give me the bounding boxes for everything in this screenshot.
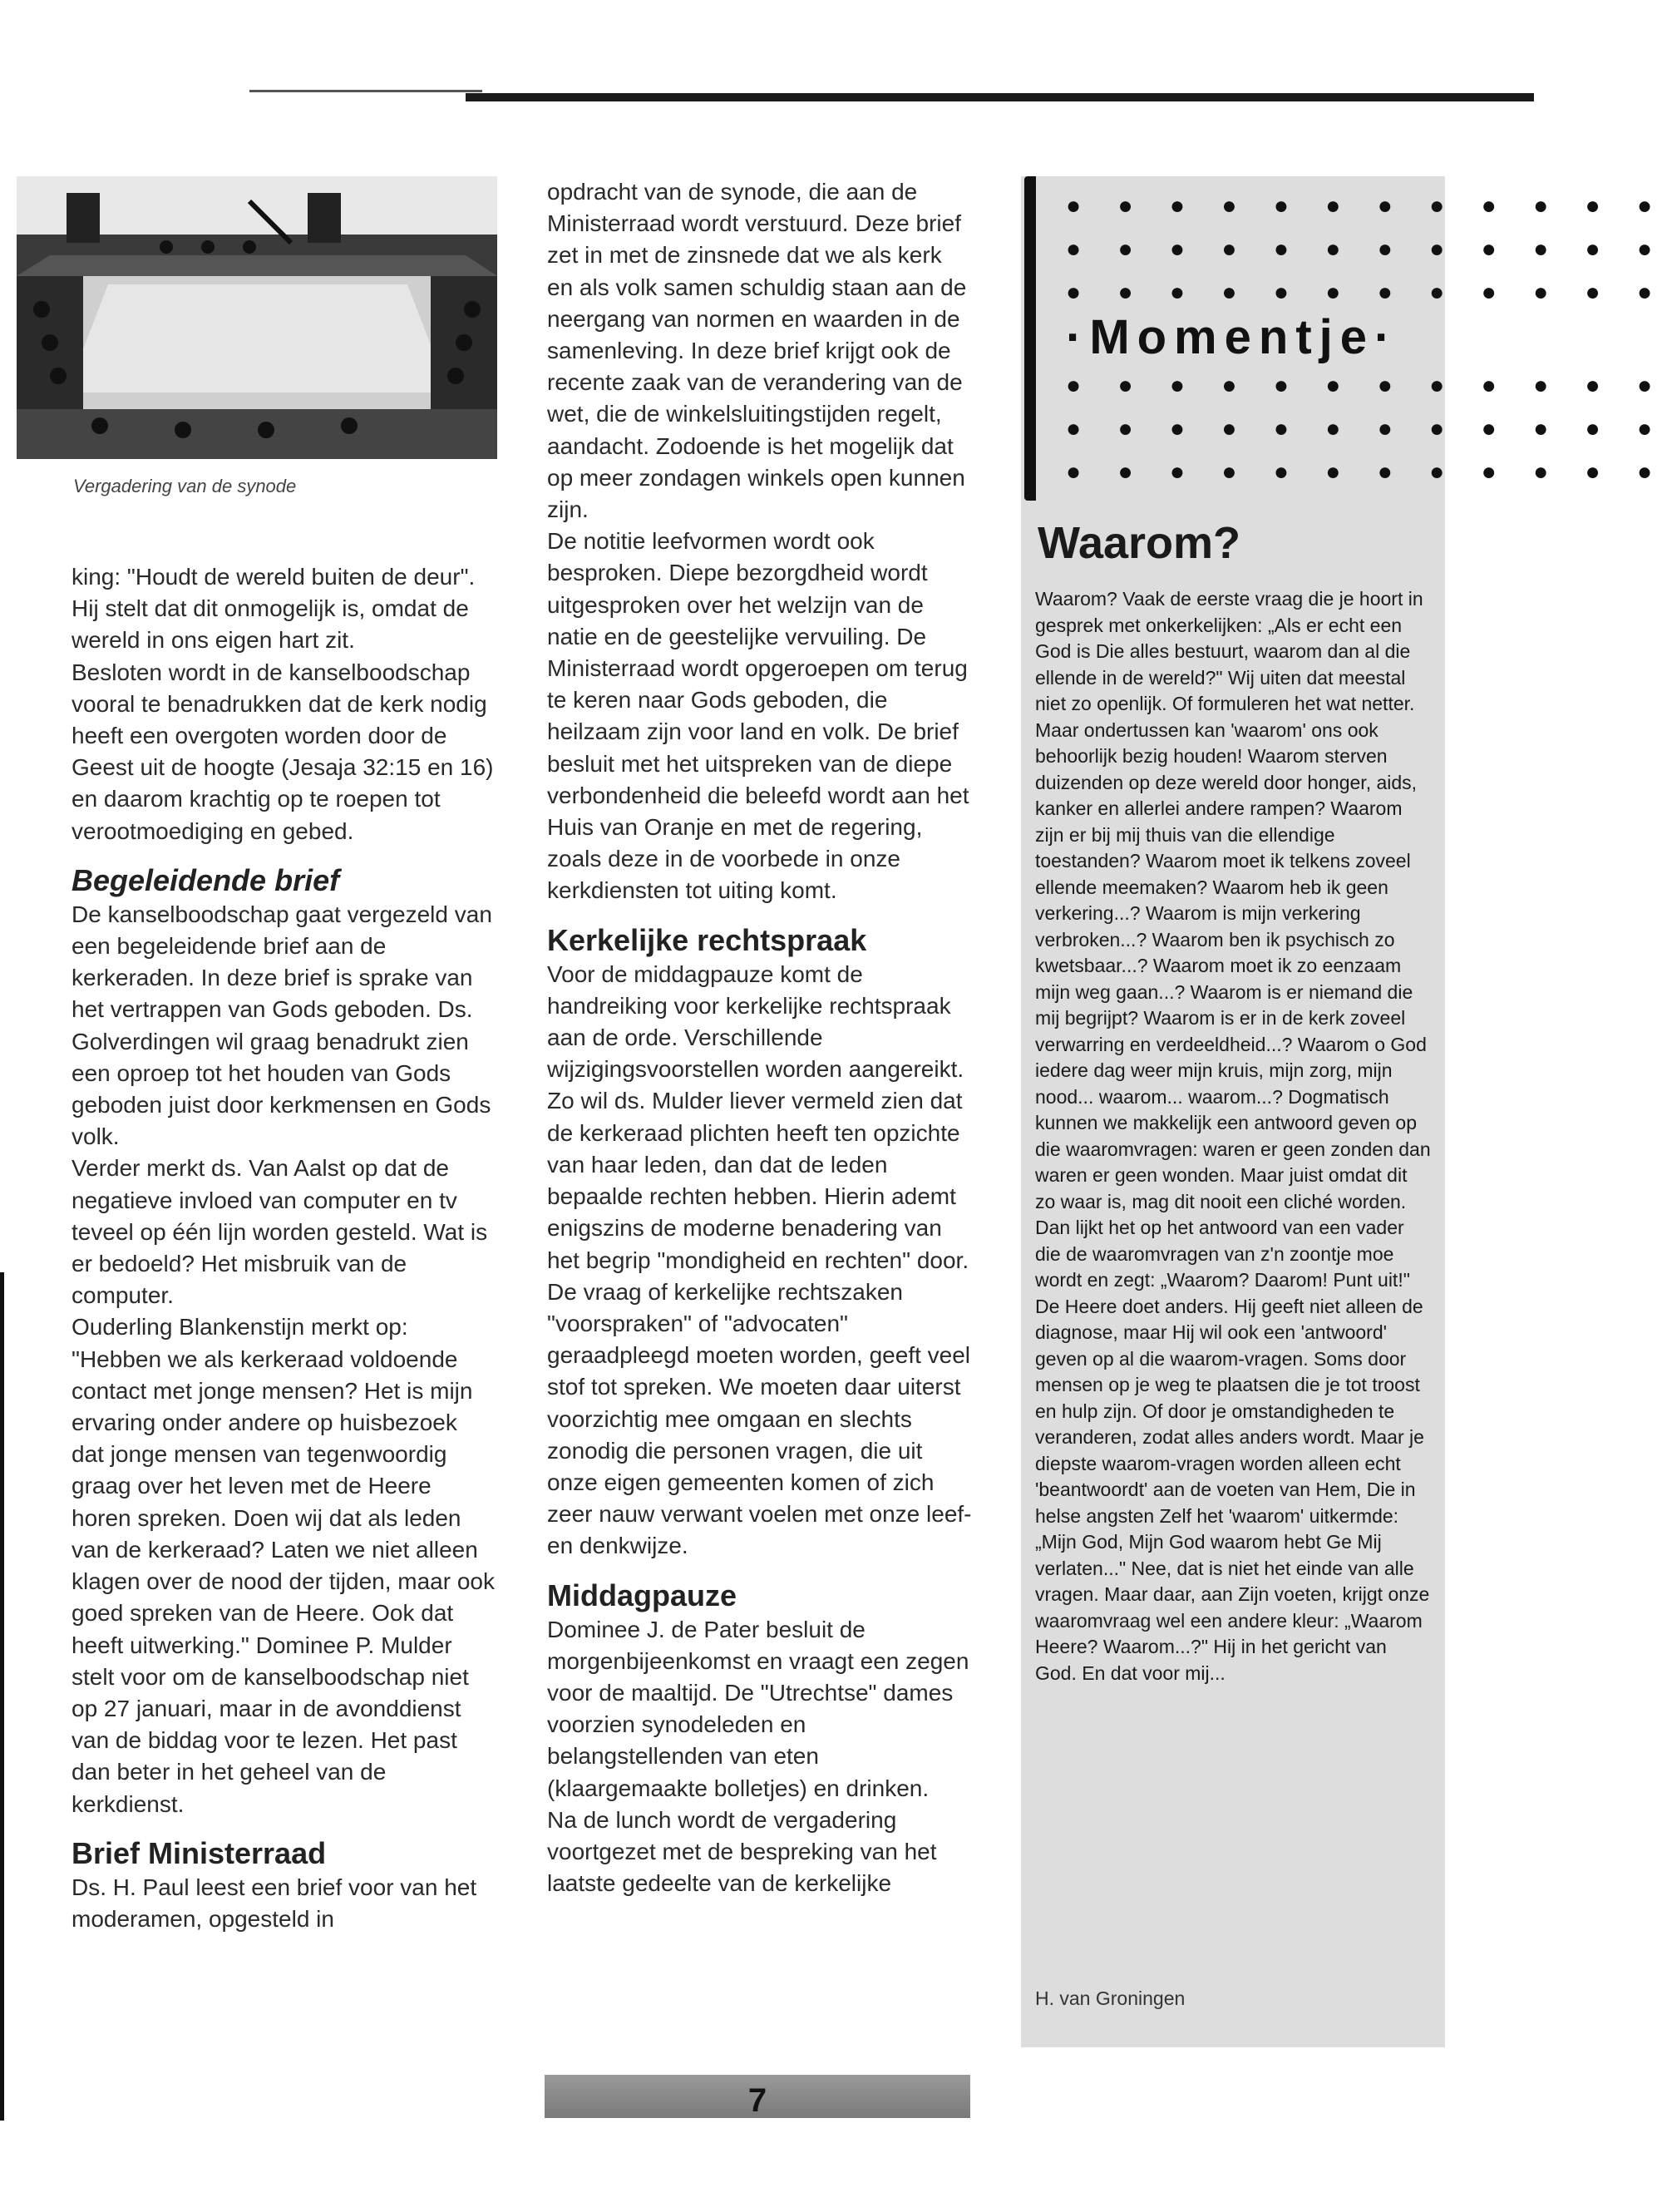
paragraph: Ouderling Blankenstijn merkt op: "Hebben we als kerkeraad voldoende contact met jonge mensen? Het is mijn ervaring onder andere op huisbezoek dat jonge mensen van tegenwoordig graag over het leven met de Heere horen spreken. Doen wij dat als leden van de kerkeraad? Laten we niet alleen klagen over de nood der tijden, maar ook goed spreken van de Heere. Ook dat heeft uitwerking." Dominee P. Mulder stelt voor om de kanselboodschap niet op 27 januari, maar in de avonddienst van de biddag voor te lezen. Het past dan beter in het geheel van de kerkdienst. <box>72 1314 495 1817</box>
top-rule <box>466 93 1534 101</box>
section-heading-begeleidende-brief: Begeleidende brief <box>72 862 340 897</box>
synod-photo <box>17 176 497 459</box>
article-column-1 <box>72 561 496 1935</box>
paragraph: De notitie leefvormen wordt ook besproken. Diepe bezorgdheid wordt uitgesproken over het welzijn van de natie en de geestelijke vervuiling. De Ministerraad wordt opgeroepen om terug te keren naar Gods geboden, die heilzaam zijn voor land en volk. De brief besluit met het uitspreken van de diepe verbondenheid die beleefd wordt aan het Huis van Oranje en met de regering, zoals deze in de voorbede in onze kerkdiensten tot uiting komt. <box>547 528 969 904</box>
paragraph: king: "Houdt de wereld buiten de deur". Hij stelt dat dit onmogelijk is, omdat de wereld in ons eigen hart zit. <box>72 564 476 654</box>
rubric-title: ·Momentje· <box>1066 310 1398 364</box>
sidebar-paragraph: Waarom? Vaak de eerste vraag die je hoort in gesprek met onkerkelijken: „Als er echt een God is Die alles bestuurt, waarom dan al die ellende in de wereld?" Wij uiten dat meestal niet zo openlijk. Of formuleren het wat netter. Maar ondertussen kan 'waarom' ons ook behoorlijk bezig houden! Waarom sterven duizenden op deze wereld door honger, aids, kanker en allerlei andere rampen? Waarom zijn er bij mij thuis van die ellendige toestanden? Waarom moet ik telkens zoveel ellende meemaken? Waarom heb ik geen verkering...? Waarom is mijn verkering verbroken...? Waarom ben ik psychisch zo kwetsbaar...? Waarom moet ik zo eenzaam mijn weg gaan...? Waarom is er niemand die mij begrijpt? Waarom is er in de kerk zoveel verwarring en verdeeldheid...? Waarom o God iedere dag weer mijn kruis, mijn zorg, mijn nood... waarom... waarom...? Dogmatisch kunnen we makkelijk een antwoord geven op die waaromvragen: waren er geen zonden dan waren er geen wonden. Maar juist omdat dit zo waar is, mag dit nooit een cliché worden. Dan lijkt het op het antwoord van een vader die de waaromvragen van z'n zoontje moe wordt en zegt: „Waarom? Daarom! Punt uit!" De Heere doet anders. Hij geeft niet alleen de diagnose, maar Hij wil ook een 'antwoord' geven op al die waarom-vragen. Soms door mensen op je weg te plaatsen die je tot troost en hulp zijn. Of door je omstandigheden te veranderen, zodat alles anders wordt. Maar je diepste waarom-vragen worden alleen echt 'beantwoordt' aan de voeten van Hem, Die in helse angsten Zelf het 'waarom' uitkermde: „Mijn God, Mijn God waarom hebt Ge Mij verlaten..." Nee, dat is niet het einde van alle vragen. Maar daar, aan Zijn voeten, krijgt onze waaromvraag wel een andere kleur: „Waarom Heere? Waarom...?" Hij in het gericht van God. En dat voor mij... <box>1035 588 1431 1684</box>
paragraph: De kanselboodschap gaat vergezeld van een begeleidende brief aan de kerkeraden. In deze brief is sprake van het vertrappen van Gods geboden. Ds. Golverdingen wil graag benadrukt zien een oproep tot het houden van Gods geboden juist door kerkmensen en Gods volk. <box>72 901 492 1150</box>
page-number: 7 <box>747 2082 767 2119</box>
top-rule-thin <box>249 90 482 92</box>
paragraph: Voor de middagpauze komt de handreiking voor kerkelijke rechtspraak aan de orde. Verschillende wijzigingsvoorstellen worden aangereikt. Zo wil ds. Mulder liever vermeld zien dat de kerkeraad plichten heeft ten opzichte van haar leden, dan dat de leden bepaalde rechten hebben. Hierin ademt enigszins de moderne benadering van het begrip "mondigheid en rechten" door. De vraag of kerkelijke rechtszaken "voorspraken" of "advocaten" geraadpleegd moeten worden, geeft veel stof tot spreken. We moeten daar uiterst voorzichtig mee omgaan en slechts zonodig die personen vragen, die uit onze eigen gemeenten komen of zich zeer nauw verwant voelen met onze leef- en denkwijze. <box>547 960 972 1559</box>
dot-pattern: ● ● ● ● ● ● ● ● ● ● ● ● ● ● ● ● ● ● ● ● ● ● ● ● ● ● ● ● ● ● ● ● ● ● ● ● ● ● ● ● ● ● ● ● ● ● ● ● ● ● ● ● ● ● ● ● ● ● ● ● ● ● ● ● ● ● ● ● ● ● ● ● <box>1066 192 1667 486</box>
article-column-2 <box>547 176 973 1899</box>
paragraph: Ds. H. Paul leest een brief voor van het moderamen, opgesteld in <box>72 1874 477 1932</box>
section-heading-middagpauze: Middagpauze <box>547 1578 737 1612</box>
sidebar-heading: Waarom? <box>1038 518 1241 568</box>
photo-caption: Vergadering van de synode <box>73 476 297 496</box>
section-heading-brief-ministerraad: Brief Ministerraad <box>72 1835 327 1870</box>
paragraph: Besloten wordt in de kanselboodschap vooral te benadrukken dat de kerk nodig heeft een overgoten worden door de Geest uit de hoogte (Jesaja 32:15 en 16) en daarom krachtig op te roepen tot verootmoediging en gebed. <box>72 659 494 844</box>
paragraph: Na de lunch wordt de vergadering voortgezet met de bespreking van het laatste gedeelte van de kerkelijke <box>547 1806 937 1897</box>
sidebar-body <box>1035 586 1431 1686</box>
paragraph: Verder merkt ds. Van Aalst op dat de negatieve invloed van computer en tv teveel op één lijn worden gesteld. Wat is er bedoeld? Het misbruik van de computer. <box>72 1155 488 1309</box>
author-name: H. van Groningen <box>1035 1987 1186 2009</box>
paragraph: opdracht van de synode, die aan de Ministerraad wordt verstuurd. Deze brief zet in met de zinsnede dat we als kerk en als volk samen schuldig staan aan de neergang van normen en waarden in de samenleving. In deze brief krijgt ook de recente zaak van de verandering van de wet, die de winkelsluitingstijden regelt, aandacht. Zodoende is het mogelijk dat op meer zondagen winkels open kunnen zijn. <box>547 179 967 523</box>
page-edge <box>0 1272 4 2121</box>
paragraph: Dominee J. de Pater besluit de morgenbijeenkomst en vraagt een zegen voor de maaltijd. De "Utrechtse" dames voorzien synodeleden en belangstellenden van eten (klaargemaakte bolletjes) en drinken. <box>547 1616 969 1801</box>
section-heading-kerkelijke-rechtspraak: Kerkelijke rechtspraak <box>547 922 867 957</box>
bracket-ornament <box>1024 176 1056 501</box>
footer-bar <box>545 2075 970 2118</box>
